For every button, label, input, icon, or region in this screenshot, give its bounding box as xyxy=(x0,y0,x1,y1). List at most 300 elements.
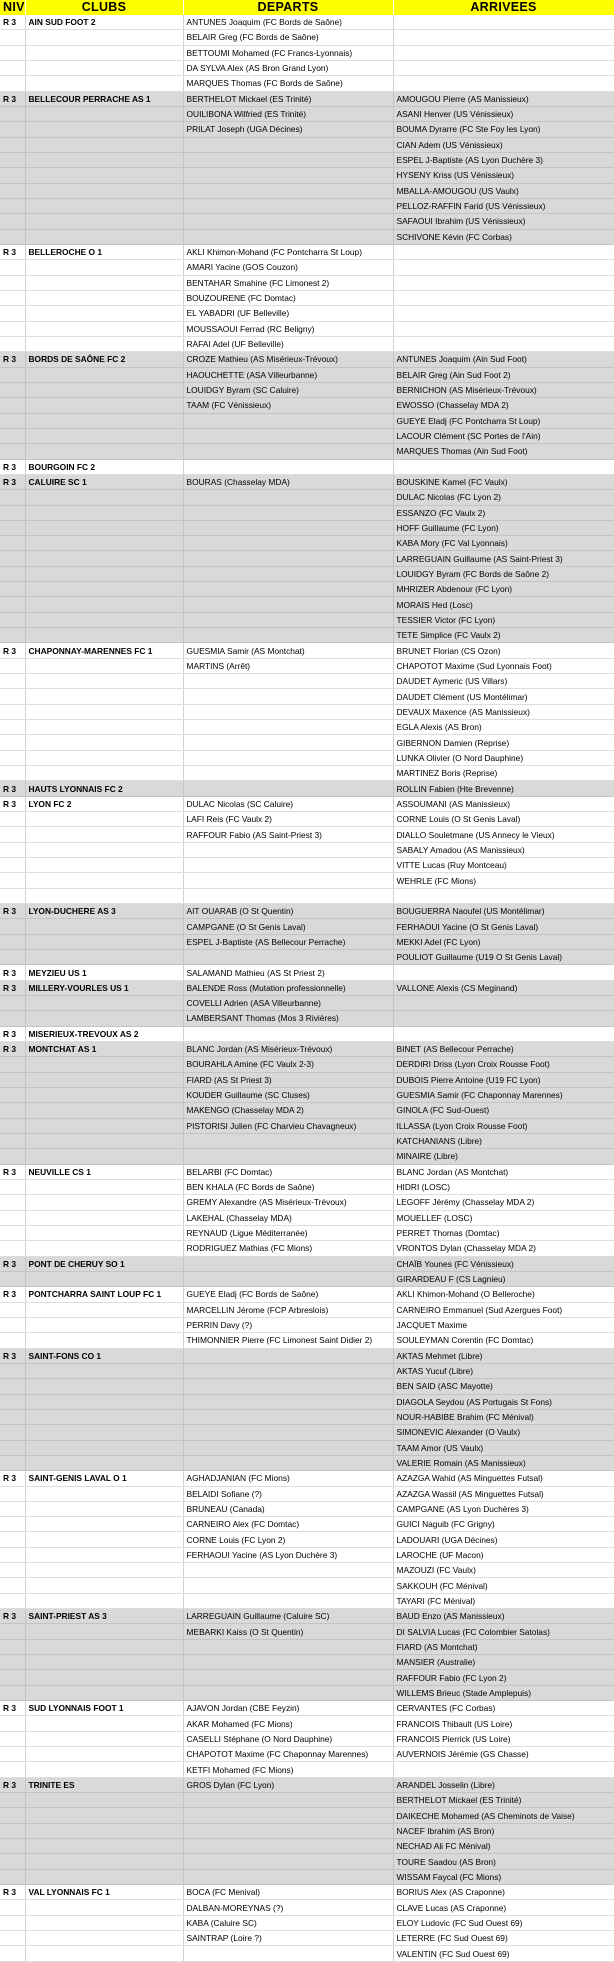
table-row xyxy=(0,1348,614,1363)
arrivee-cell: MHRIZER Abdenour (FC Lyon) xyxy=(393,582,614,597)
arrivee-cell: GUESMIA Samir (FC Chaponnay Marennes) xyxy=(393,1087,614,1102)
table-row xyxy=(0,536,614,551)
level-cell: R 3 xyxy=(0,352,25,367)
table-row xyxy=(0,1670,614,1685)
level-cell xyxy=(0,1808,25,1823)
arrivee-cell: SOULEYMAN Corentin (FC Domtac) xyxy=(393,1333,614,1348)
club-name-cell xyxy=(25,1317,183,1332)
level-cell xyxy=(0,1317,25,1332)
club-name-cell xyxy=(25,1440,183,1455)
arrivee-cell xyxy=(393,888,614,903)
club-name-cell xyxy=(25,229,183,244)
depart-cell xyxy=(183,1793,393,1808)
arrivee-cell xyxy=(393,1011,614,1026)
table-row xyxy=(0,1593,614,1608)
depart-cell xyxy=(183,1823,393,1838)
club-name-cell xyxy=(25,1455,183,1470)
depart-cell: BRUNEAU (Canada) xyxy=(183,1501,393,1516)
arrivee-cell: WILLEMS Brieuc (Stade Amplepuis) xyxy=(393,1685,614,1700)
club-name-cell xyxy=(25,137,183,152)
club-name-cell: MILLERY-VOURLES US 1 xyxy=(25,980,183,995)
table-row xyxy=(0,873,614,888)
table-row xyxy=(0,1302,614,1317)
depart-cell xyxy=(183,1563,393,1578)
depart-cell: AKAR Mohamed (FC Mions) xyxy=(183,1716,393,1731)
club-name-cell xyxy=(25,321,183,336)
level-cell xyxy=(0,1409,25,1424)
level-cell: R 3 xyxy=(0,244,25,259)
arrivee-cell: LAROCHE (UF Macon) xyxy=(393,1547,614,1562)
table-row xyxy=(0,1195,614,1210)
depart-cell xyxy=(183,888,393,903)
arrivee-cell: TOURE Saadou (AS Bron) xyxy=(393,1854,614,1869)
depart-cell xyxy=(183,520,393,535)
club-name-cell xyxy=(25,1394,183,1409)
level-cell xyxy=(0,1731,25,1746)
depart-cell: AGHADJANIAN (FC Mions) xyxy=(183,1471,393,1486)
depart-cell: BOCA (FC Menival) xyxy=(183,1885,393,1900)
club-name-cell: LYON FC 2 xyxy=(25,796,183,811)
club-name-cell xyxy=(25,152,183,167)
arrivee-cell: CAMPGANE (AS Lyon Duchères 3) xyxy=(393,1501,614,1516)
club-name-cell xyxy=(25,1271,183,1286)
level-cell xyxy=(0,1716,25,1731)
table-row xyxy=(0,996,614,1011)
level-cell xyxy=(0,1547,25,1562)
table-row xyxy=(0,229,614,244)
table-row xyxy=(0,352,614,367)
club-name-cell: BELLEROCHE O 1 xyxy=(25,244,183,259)
level-cell xyxy=(0,1195,25,1210)
depart-cell xyxy=(183,582,393,597)
level-cell xyxy=(0,689,25,704)
level-cell: R 3 xyxy=(0,459,25,474)
depart-cell: TAAM (FC Vénissieux) xyxy=(183,398,393,413)
depart-cell xyxy=(183,842,393,857)
club-name-cell xyxy=(25,198,183,213)
table-row xyxy=(0,796,614,811)
level-cell xyxy=(0,1425,25,1440)
club-name-cell xyxy=(25,996,183,1011)
table-row xyxy=(0,321,614,336)
table-row xyxy=(0,382,614,397)
club-name-cell xyxy=(25,1716,183,1731)
club-name-cell xyxy=(25,612,183,627)
club-name-cell xyxy=(25,1762,183,1777)
level-cell: R 3 xyxy=(0,91,25,106)
depart-cell: BEN KHALA (FC Bords de Saône) xyxy=(183,1179,393,1194)
table-row xyxy=(0,1854,614,1869)
level-cell xyxy=(0,919,25,934)
club-name-cell xyxy=(25,827,183,842)
depart-cell xyxy=(183,551,393,566)
club-name-cell: CHAPONNAY-MARENNES FC 1 xyxy=(25,643,183,658)
club-name-cell xyxy=(25,214,183,229)
arrivee-cell xyxy=(393,30,614,45)
level-cell xyxy=(0,1655,25,1670)
level-cell xyxy=(0,306,25,321)
depart-cell xyxy=(183,1808,393,1823)
club-name-cell xyxy=(25,1486,183,1501)
club-name-cell xyxy=(25,1379,183,1394)
table-row xyxy=(0,781,614,796)
arrivee-cell: GUICI Naguib (FC Grigny) xyxy=(393,1517,614,1532)
arrivee-cell: AKLI Khimon-Mohand (O Belleroche) xyxy=(393,1287,614,1302)
table-row xyxy=(0,198,614,213)
arrivee-cell: GIBERNON Damien (Reprise) xyxy=(393,735,614,750)
club-name-cell xyxy=(25,1179,183,1194)
arrivee-cell: BERNICHON (AS Misérieux-Trévoux) xyxy=(393,382,614,397)
table-row xyxy=(0,919,614,934)
depart-cell xyxy=(183,1379,393,1394)
club-name-cell xyxy=(25,950,183,965)
table-row xyxy=(0,1823,614,1838)
table-row xyxy=(0,1563,614,1578)
level-cell xyxy=(0,1931,25,1946)
level-cell xyxy=(0,1517,25,1532)
arrivee-cell: BEN SAID (ASC Mayotte) xyxy=(393,1379,614,1394)
arrivee-cell xyxy=(393,336,614,351)
table-row xyxy=(0,520,614,535)
level-cell: R 3 xyxy=(0,474,25,489)
depart-cell: KOUDER Guillaume (SC Cluses) xyxy=(183,1087,393,1102)
level-cell xyxy=(0,1563,25,1578)
table-row xyxy=(0,1317,614,1332)
level-cell xyxy=(0,551,25,566)
level-cell xyxy=(0,520,25,535)
table-row xyxy=(0,137,614,152)
level-cell xyxy=(0,490,25,505)
depart-cell xyxy=(183,459,393,474)
arrivee-cell: WEHRLE (FC Mions) xyxy=(393,873,614,888)
table-row xyxy=(0,1869,614,1884)
club-name-cell xyxy=(25,122,183,137)
level-cell xyxy=(0,137,25,152)
level-cell xyxy=(0,1179,25,1194)
club-name-cell: BOURGOIN FC 2 xyxy=(25,459,183,474)
depart-cell xyxy=(183,597,393,612)
depart-cell: PISTORISI Julien (FC Charvieu Chavagneux) xyxy=(183,1118,393,1133)
arrivee-cell: ESSANZO (FC Vaulx 2) xyxy=(393,505,614,520)
level-cell xyxy=(0,1793,25,1808)
arrivee-cell: AZAZGA Wahid (AS Minguettes Futsal) xyxy=(393,1471,614,1486)
depart-cell: MARCELLIN Jérome (FCP Arbreslois) xyxy=(183,1302,393,1317)
depart-cell xyxy=(183,1256,393,1271)
table-row xyxy=(0,91,614,106)
arrivee-cell: FIARD (AS Montchat) xyxy=(393,1639,614,1654)
level-cell xyxy=(0,1854,25,1869)
depart-cell: GROS Dylan (FC Lyon) xyxy=(183,1777,393,1792)
arrivee-cell: MAZOUZI (FC Vaulx) xyxy=(393,1563,614,1578)
table-row xyxy=(0,1578,614,1593)
table-row xyxy=(0,1609,614,1624)
arrivee-cell: LOUIDGY Byram (FC Bords de Saône 2) xyxy=(393,566,614,581)
depart-cell xyxy=(183,1409,393,1424)
level-cell xyxy=(0,1149,25,1164)
level-cell: R 3 xyxy=(0,1471,25,1486)
level-cell: R 3 xyxy=(0,796,25,811)
arrivee-cell: BELAIR Greg (Ain Sud Foot 2) xyxy=(393,367,614,382)
table-row xyxy=(0,30,614,45)
table-row xyxy=(0,1057,614,1072)
club-name-cell xyxy=(25,536,183,551)
depart-cell: LAFI Reis (FC Vaulx 2) xyxy=(183,812,393,827)
club-name-cell: SUD LYONNAIS FOOT 1 xyxy=(25,1701,183,1716)
level-cell xyxy=(0,382,25,397)
club-name-cell xyxy=(25,106,183,121)
level-cell xyxy=(0,1440,25,1455)
club-name-cell xyxy=(25,1072,183,1087)
table-row xyxy=(0,1900,614,1915)
club-name-cell xyxy=(25,30,183,45)
table-row xyxy=(0,1225,614,1240)
table-row xyxy=(0,766,614,781)
arrivee-cell: NACEF Ibrahim (AS Bron) xyxy=(393,1823,614,1838)
depart-cell xyxy=(183,750,393,765)
level-cell xyxy=(0,1747,25,1762)
table-row xyxy=(0,1915,614,1930)
depart-cell xyxy=(183,704,393,719)
level-cell xyxy=(0,1210,25,1225)
level-cell xyxy=(0,183,25,198)
table-row xyxy=(0,1271,614,1286)
level-cell xyxy=(0,996,25,1011)
table-row xyxy=(0,1931,614,1946)
arrivee-cell: CHAÏB Younes (FC Vénissieux) xyxy=(393,1256,614,1271)
table-row xyxy=(0,735,614,750)
depart-cell xyxy=(183,198,393,213)
table-row xyxy=(0,658,614,673)
table-row xyxy=(0,582,614,597)
depart-cell: SALAMAND Mathieu (AS St Priest 2) xyxy=(183,965,393,980)
depart-cell xyxy=(183,428,393,443)
arrivee-cell: BRUNET Florian (CS Ozon) xyxy=(393,643,614,658)
table-row xyxy=(0,1946,614,1961)
depart-cell xyxy=(183,1639,393,1654)
depart-cell: BOURAHLA Amine (FC Vaulx 2-3) xyxy=(183,1057,393,1072)
table-row xyxy=(0,1716,614,1731)
depart-cell: RAFFOUR Fabio (AS Saint-Priest 3) xyxy=(183,827,393,842)
table-row xyxy=(0,505,614,520)
level-cell xyxy=(0,735,25,750)
table-row xyxy=(0,1486,614,1501)
table-row xyxy=(0,1440,614,1455)
level-cell xyxy=(0,1241,25,1256)
table-row xyxy=(0,1011,614,1026)
table-row xyxy=(0,490,614,505)
level-cell xyxy=(0,1639,25,1654)
arrivee-cell: BERTHELOT Mickael (ES Trinité) xyxy=(393,1793,614,1808)
depart-cell: AJAVON Jordan (CBE Feyzin) xyxy=(183,1701,393,1716)
depart-cell xyxy=(183,628,393,643)
level-cell xyxy=(0,214,25,229)
depart-cell: MEBARKI Kaiss (O St Quentin) xyxy=(183,1624,393,1639)
depart-cell: CASELLI Stéphane (O Nord Dauphine) xyxy=(183,1731,393,1746)
table-row xyxy=(0,1517,614,1532)
depart-cell xyxy=(183,1670,393,1685)
club-name-cell xyxy=(25,888,183,903)
depart-cell xyxy=(183,413,393,428)
depart-cell xyxy=(183,1363,393,1378)
depart-cell: PRILAT Joseph (UGA Décines) xyxy=(183,122,393,137)
depart-cell xyxy=(183,183,393,198)
level-cell xyxy=(0,198,25,213)
arrivee-cell: ARANDEL Josselin (Libre) xyxy=(393,1777,614,1792)
level-cell xyxy=(0,1302,25,1317)
level-cell xyxy=(0,1624,25,1639)
table-row xyxy=(0,260,614,275)
arrivee-cell: DEVAUX Maxence (AS Manissieux) xyxy=(393,704,614,719)
arrivee-cell xyxy=(393,1762,614,1777)
depart-cell: COVELLI Adrien (ASA Villeurbanne) xyxy=(183,996,393,1011)
club-name-cell xyxy=(25,1425,183,1440)
arrivee-cell: BOUMA Dyrarre (FC Ste Foy les Lyon) xyxy=(393,122,614,137)
table-row xyxy=(0,1731,614,1746)
arrivee-cell xyxy=(393,965,614,980)
depart-cell xyxy=(183,566,393,581)
level-cell xyxy=(0,275,25,290)
club-name-cell xyxy=(25,1210,183,1225)
club-name-cell xyxy=(25,1087,183,1102)
depart-cell: BENTAHAR Smahine (FC Limonest 2) xyxy=(183,275,393,290)
club-name-cell xyxy=(25,367,183,382)
arrivee-cell: GIRARDEAU F (CS Lagnieu) xyxy=(393,1271,614,1286)
arrivee-cell xyxy=(393,60,614,75)
club-name-cell xyxy=(25,582,183,597)
club-name-cell: MISERIEUX-TREVOUX AS 2 xyxy=(25,1026,183,1041)
level-cell xyxy=(0,321,25,336)
club-name-cell xyxy=(25,735,183,750)
club-name-cell: SAINT-GENIS LAVAL O 1 xyxy=(25,1471,183,1486)
club-name-cell xyxy=(25,720,183,735)
depart-cell: KABA (Caluire SC) xyxy=(183,1915,393,1930)
level-cell xyxy=(0,398,25,413)
club-name-cell: SAINT-FONS CO 1 xyxy=(25,1348,183,1363)
depart-cell: DALBAN-MOREYNAS (?) xyxy=(183,1900,393,1915)
level-cell xyxy=(0,1072,25,1087)
depart-cell xyxy=(183,137,393,152)
depart-cell: CORNE Louis (FC Lyon 2) xyxy=(183,1532,393,1547)
level-cell: R 3 xyxy=(0,15,25,30)
arrivee-cell: BORIUS Alex (AS Craponne) xyxy=(393,1885,614,1900)
depart-cell: ANTUNES Joaquim (FC Bords de Saône) xyxy=(183,15,393,30)
depart-cell xyxy=(183,1854,393,1869)
depart-cell xyxy=(183,505,393,520)
level-cell xyxy=(0,60,25,75)
club-name-cell xyxy=(25,1639,183,1654)
level-cell xyxy=(0,1486,25,1501)
depart-cell: GUESMIA Samir (AS Montchat) xyxy=(183,643,393,658)
arrivee-cell: POULIOT Guillaume (U19 O St Genis Laval) xyxy=(393,950,614,965)
depart-cell: AKLI Khimon-Mohand (FC Pontcharra St Loup) xyxy=(183,244,393,259)
club-name-cell xyxy=(25,1823,183,1838)
depart-cell xyxy=(183,1455,393,1470)
club-name-cell xyxy=(25,336,183,351)
club-name-cell xyxy=(25,842,183,857)
depart-cell xyxy=(183,1440,393,1455)
table-row xyxy=(0,950,614,965)
table-row xyxy=(0,1808,614,1823)
table-row xyxy=(0,413,614,428)
level-cell xyxy=(0,45,25,60)
arrivee-cell: ILLASSA (Lyon Croix Rousse Foot) xyxy=(393,1118,614,1133)
table-header xyxy=(0,0,614,15)
level-cell: R 3 xyxy=(0,781,25,796)
arrivee-cell: HOFF Guillaume (FC Lyon) xyxy=(393,520,614,535)
club-name-cell xyxy=(25,689,183,704)
level-cell xyxy=(0,76,25,91)
club-name-cell xyxy=(25,413,183,428)
arrivee-cell: MBALLA-AMOUGOU (US Vaulx) xyxy=(393,183,614,198)
depart-cell: AIT OUARAB (O St Quentin) xyxy=(183,904,393,919)
header-row xyxy=(0,0,614,15)
arrivee-cell: ELOY Ludovic (FC Sud Ouest 69) xyxy=(393,1915,614,1930)
level-cell xyxy=(0,1670,25,1685)
club-name-cell xyxy=(25,1517,183,1532)
table-row xyxy=(0,628,614,643)
club-name-cell xyxy=(25,1685,183,1700)
club-name-cell xyxy=(25,260,183,275)
depart-cell: LAKEHAL (Chasselay MDA) xyxy=(183,1210,393,1225)
level-cell: R 3 xyxy=(0,965,25,980)
arrivee-cell: DUBOIS Pierre Antoine (U19 FC Lyon) xyxy=(393,1072,614,1087)
arrivee-cell: GUEYE Eladj (FC Pontcharra St Loup) xyxy=(393,413,614,428)
table-row xyxy=(0,275,614,290)
depart-cell xyxy=(183,1271,393,1286)
arrivee-cell: AZAZGA Wassil (AS Minguettes Futsal) xyxy=(393,1486,614,1501)
depart-cell: FIARD (AS St Priest 3) xyxy=(183,1072,393,1087)
club-name-cell xyxy=(25,1532,183,1547)
level-cell xyxy=(0,858,25,873)
table-row xyxy=(0,597,614,612)
table-row xyxy=(0,888,614,903)
depart-cell: CAMPGANE (O St Genis Laval) xyxy=(183,919,393,934)
depart-cell: BELARBI (FC Domtac) xyxy=(183,1164,393,1179)
table-row xyxy=(0,428,614,443)
club-name-cell xyxy=(25,919,183,934)
level-cell xyxy=(0,720,25,735)
level-cell xyxy=(0,582,25,597)
arrivee-cell: SCHIVONE Kévin (FC Corbas) xyxy=(393,229,614,244)
table-row xyxy=(0,1547,614,1562)
level-cell xyxy=(0,428,25,443)
club-name-cell xyxy=(25,551,183,566)
depart-cell: BOURAS (Chasselay MDA) xyxy=(183,474,393,489)
depart-cell: AMARI Yacine (GOS Couzon) xyxy=(183,260,393,275)
table-row xyxy=(0,1210,614,1225)
depart-cell xyxy=(183,1946,393,1961)
club-name-cell xyxy=(25,1011,183,1026)
level-cell xyxy=(0,229,25,244)
arrivee-cell: AUVERNOIS Jérémie (GS Chasse) xyxy=(393,1747,614,1762)
arrivee-cell: GINOLA (FC Sud-Ouest) xyxy=(393,1103,614,1118)
arrivee-cell: LACOUR Clément (SC Portes de l'Ain) xyxy=(393,428,614,443)
arrivee-cell: KATCHANIANS (Libre) xyxy=(393,1133,614,1148)
table-row xyxy=(0,1041,614,1056)
arrivee-cell: DIALLO Souletmane (US Annecy le Vieux) xyxy=(393,827,614,842)
arrivee-cell: CLAVE Lucas (AS Craponne) xyxy=(393,1900,614,1915)
arrivee-cell: DAUDET Aymeric (US Villars) xyxy=(393,674,614,689)
level-cell: R 3 xyxy=(0,1701,25,1716)
club-name-cell xyxy=(25,1593,183,1608)
level-cell xyxy=(0,1455,25,1470)
table-row xyxy=(0,812,614,827)
depart-cell xyxy=(183,781,393,796)
club-name-cell xyxy=(25,183,183,198)
arrivee-cell: MEKKI Adel (FC Lyon) xyxy=(393,934,614,949)
club-name-cell xyxy=(25,1731,183,1746)
level-cell xyxy=(0,1363,25,1378)
